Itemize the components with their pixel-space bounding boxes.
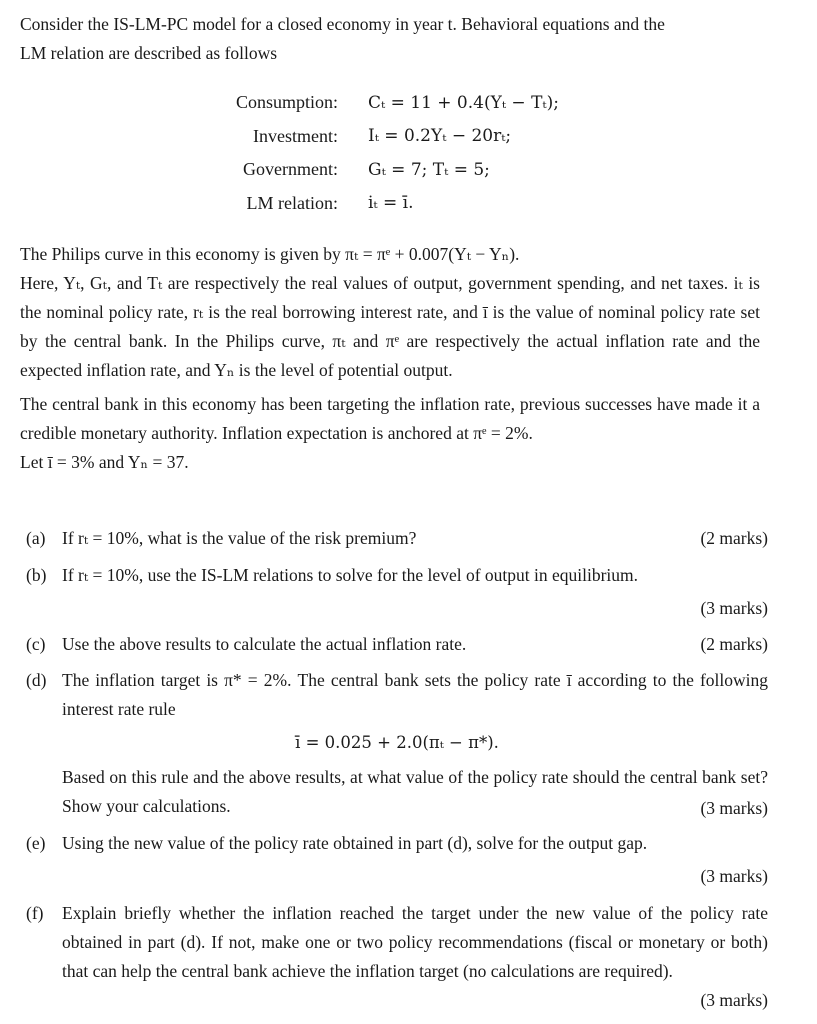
equation-label: Government: [243,159,338,180]
equation-row [160,86,559,120]
question-label: (c) [26,634,46,654]
equation-row [160,120,559,154]
question-text: The inflation target is π* = 2%. The central bank sets the policy rate ī according to the following interest rate rule [62,670,768,719]
question-text: Use the above results to calculate the actual inflation rate. [62,634,467,654]
question-b [26,561,768,623]
question-text: If rₜ = 10%, what is the value of the risk premium? [62,528,417,548]
question-label: (d) [26,670,47,690]
question-label: (a) [26,528,46,548]
question-label: (e) [26,833,46,853]
philips-paragraph [20,240,760,385]
question-label: (f) [26,903,44,923]
question-marks: (2 marks) [700,634,768,654]
question-text: Explain briefly whether the inflation reached the target under the new value of the policy rate obtained in part (d). If not, make one or two policy recommendations (fiscal or monetary or both) that can help the central bank achieve the inflation target (no calculations are required). [62,903,768,981]
equation-row [160,153,559,187]
question-text-continued: Based on this rule and the above results, at what value of the policy rate should the central bank set? Show your calculations. [62,767,768,816]
intro-line-2: LM relation are described as follows [20,43,278,63]
interest-rate-rule: ī = 0.025 + 2.0(πₜ − π*). [295,733,499,752]
central-bank-text: The central bank in this economy has been targeting the inflation rate, previous successes have made it a credible monetary authority. Inflation expectation is anchored at πᵉ = 2%. [20,394,760,443]
question-marks: (2 marks) [700,528,768,548]
question-text: If rₜ = 10%, use the IS-LM relations to solve for the level of output in equilibrium. [62,565,639,585]
equation-expression: Iₜ = 0.2Yₜ − 20rₜ; [368,126,512,147]
question-label: (b) [26,565,47,585]
central-bank-paragraph [20,390,760,477]
intro-line-1: Consider the IS-LM-PC model for a closed economy in year t. Behavioral equations and the [20,14,665,34]
question-a [26,524,768,553]
question-marks: (3 marks) [700,990,768,1010]
question-e [26,829,768,891]
philips-curve-line: The Philips curve in this economy is given by πₜ = πᵉ + 0.007(Yₜ − Yₙ). [20,244,520,264]
equation-expression: Cₜ = 11 + 0.4(Yₜ − Tₜ); [368,92,559,113]
equation-label: LM relation: [246,192,338,213]
question-marks: (3 marks) [700,598,768,618]
question-marks: (3 marks) [700,866,768,886]
equation-expression: iₜ = ī. [368,193,414,214]
question-text: Using the new value of the policy rate obtained in part (d), solve for the output gap. [62,833,648,853]
equation-row [160,187,559,221]
question-f [26,899,768,1010]
behavioral-equations [160,86,559,220]
question-d [26,666,768,821]
equation-expression: Gₜ = 7; Tₜ = 5; [368,159,490,180]
definitions-text: Here, Yₜ, Gₜ, and Tₜ are respectively the real values of output, government spending, and net taxes. iₜ is the nominal policy rate, rₜ is the real borrowing interest rate, and ī is the value of nominal policy rate set by the central bank. In the Philips curve, πₜ and πᵉ are respectively the actual inflation rate and the expected inflation rate, and Yₙ is the level of potential output. [20,273,760,380]
equation-label: Investment: [253,125,338,146]
question-c [26,630,768,659]
intro-paragraph [20,10,760,68]
parameter-values: Let ī = 3% and Yₙ = 37. [20,452,189,472]
question-marks: (3 marks) [700,798,768,818]
equation-label: Consumption: [235,92,338,113]
